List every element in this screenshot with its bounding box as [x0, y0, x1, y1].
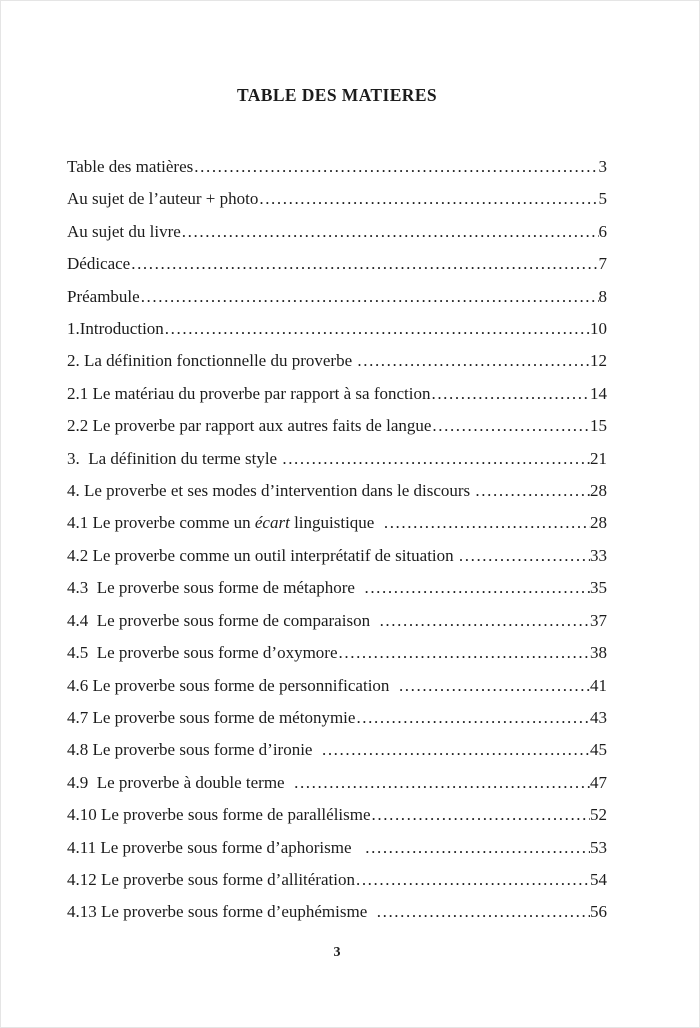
toc-entry — [67, 216, 607, 248]
dot-leader — [431, 410, 590, 442]
dot-leader — [376, 896, 590, 928]
toc-entry — [67, 832, 607, 864]
dot-leader — [458, 540, 590, 572]
entry-label — [67, 864, 355, 896]
entry-label-text: 4.1 Le proverbe comme un — [67, 513, 255, 533]
entry-label — [67, 151, 193, 183]
dot-leader — [193, 151, 598, 183]
entry-page-number: 41 — [590, 675, 607, 695]
entry-label-text: Au sujet du livre — [67, 221, 181, 241]
entry-page-number: 28 — [590, 513, 607, 533]
entry-label — [67, 378, 430, 410]
entry-label-text: 4.9 Le proverbe à double terme — [67, 772, 294, 792]
toc-entry — [67, 702, 607, 734]
toc-entry — [67, 799, 607, 831]
entry-label — [67, 345, 356, 377]
toc-entry — [67, 151, 607, 183]
entry-label-text: 4.5 Le proverbe sous forme d’oxymore — [67, 643, 338, 663]
entry-label-text: 4.11 Le proverbe sous forme d’aphorisme — [67, 837, 365, 857]
entry-page-number: 8 — [598, 286, 607, 306]
toc-entry — [67, 345, 607, 377]
entry-page-number: 53 — [590, 837, 607, 857]
dot-leader — [356, 345, 590, 377]
toc-entry — [67, 507, 607, 539]
toc-entry — [67, 864, 607, 896]
entry-label — [67, 670, 398, 702]
dot-leader — [293, 767, 590, 799]
entry-page-number: 37 — [590, 610, 607, 630]
dot-leader — [364, 832, 590, 864]
entry-page-number: 47 — [590, 772, 607, 792]
dot-leader — [398, 670, 590, 702]
entry-page-number: 5 — [598, 189, 607, 209]
entry-label-em: écart — [254, 513, 290, 533]
toc-entry — [67, 248, 607, 280]
entry-page-number: 28 — [590, 481, 607, 501]
toc-entry — [67, 281, 607, 313]
entry-label-text: 1.Introduction — [67, 319, 164, 339]
entry-page-number: 15 — [590, 416, 607, 436]
entry-page-number: 3 — [598, 157, 607, 176]
toc-entry — [67, 637, 607, 669]
entry-label — [67, 443, 281, 475]
entry-label-text: 4.7 Le proverbe sous forme de métonymie — [67, 707, 356, 727]
entry-label-text: 4.4 Le proverbe sous forme de comparaison — [67, 610, 379, 630]
entry-label — [67, 475, 474, 507]
entry-label-text: 4.3 Le proverbe sous forme de métaphore — [67, 578, 364, 598]
toc-entry — [67, 410, 607, 442]
toc-list — [67, 151, 607, 929]
entry-label — [67, 507, 383, 539]
entry-page-number: 45 — [590, 740, 607, 760]
entry-label — [67, 734, 321, 766]
toc-entry — [67, 313, 607, 345]
dot-leader — [258, 183, 598, 215]
footer-page-number: 3 — [333, 944, 341, 960]
dot-leader — [321, 734, 590, 766]
entry-page-number: 21 — [590, 448, 607, 468]
dot-leader — [140, 281, 599, 313]
entry-label — [67, 281, 140, 313]
entry-label-text: 4.6 Le proverbe sous forme de personnification — [67, 675, 398, 695]
entry-label-text: 4.12 Le proverbe sous forme d’allitération — [67, 869, 355, 889]
entry-label-text: Table des matières — [67, 157, 194, 176]
toc-entry — [67, 443, 607, 475]
entry-page-number: 52 — [590, 805, 607, 825]
entry-page-number: 35 — [590, 578, 607, 598]
entry-label — [67, 540, 458, 572]
entry-label-text: 4.13 Le proverbe sous forme d’euphémisme — [67, 902, 376, 922]
toc-entry — [67, 670, 607, 702]
entry-label-text: Au sujet de l’auteur + photo — [67, 189, 259, 209]
dot-leader — [355, 702, 590, 734]
toc-entry — [67, 475, 607, 507]
entry-label — [67, 183, 258, 215]
entry-label — [67, 702, 355, 734]
entry-page-number: 7 — [598, 254, 607, 274]
entry-page-number: 12 — [590, 351, 607, 371]
toc-entry — [67, 734, 607, 766]
entry-label — [67, 767, 293, 799]
entry-label — [67, 216, 181, 248]
entry-page-number: 43 — [590, 707, 607, 727]
dot-leader — [130, 248, 598, 280]
dot-leader — [474, 475, 590, 507]
entry-label — [67, 637, 338, 669]
entry-page-number: 14 — [590, 383, 607, 403]
entry-label — [67, 248, 130, 280]
entry-page-number: 6 — [598, 221, 607, 241]
entry-label-text: 4.2 Le proverbe comme un outil interprétatif de situation — [67, 545, 458, 565]
entry-label-text: 4.8 Le proverbe sous forme d’ironie — [67, 740, 321, 760]
entry-label — [67, 410, 431, 442]
entry-label-text: 2.1 Le matériau du proverbe par rapport à sa fonction — [67, 383, 431, 403]
dot-leader — [383, 507, 590, 539]
dot-leader — [281, 443, 590, 475]
entry-page-number: 38 — [590, 643, 607, 663]
page-title: TABLE DES MATIERES — [236, 85, 438, 105]
dot-leader — [164, 313, 590, 345]
entry-label-text: 4.10 Le proverbe sous forme de parallélisme — [67, 805, 371, 825]
entry-label — [67, 799, 371, 831]
dot-leader — [181, 216, 599, 248]
entry-label-text: Dédicace — [67, 254, 131, 274]
dot-leader — [363, 572, 590, 604]
dot-leader — [371, 799, 590, 831]
toc-entry — [67, 605, 607, 637]
entry-label — [67, 605, 379, 637]
entry-label — [67, 313, 164, 345]
entry-label-text: 2.2 Le proverbe par rapport aux autres faits de langue — [67, 416, 432, 436]
entry-page-number: 54 — [590, 869, 607, 889]
entry-label-post: linguistique — [289, 513, 383, 533]
dot-leader — [355, 864, 590, 896]
entry-page-number: 56 — [590, 902, 607, 922]
entry-page-number: 33 — [590, 545, 607, 565]
dot-leader — [379, 605, 590, 637]
entry-label-text: Préambule — [67, 286, 140, 306]
toc-entry — [67, 378, 607, 410]
entry-label-text: 2. La définition fonctionnelle du proverbe — [67, 351, 357, 371]
toc-entry — [67, 540, 607, 572]
entry-page-number: 10 — [590, 319, 607, 339]
dot-leader — [430, 378, 590, 410]
entry-label-text: 3. La définition du terme style — [67, 448, 282, 468]
toc-entry — [67, 767, 607, 799]
toc-entry — [67, 572, 607, 604]
entry-label — [67, 572, 363, 604]
dot-leader — [338, 637, 590, 669]
entry-label — [67, 896, 376, 928]
toc-entry — [67, 183, 607, 215]
entry-label-text: 4. Le proverbe et ses modes d’intervention dans le discours — [67, 481, 475, 501]
toc-entry — [67, 896, 607, 928]
entry-label — [67, 832, 364, 864]
